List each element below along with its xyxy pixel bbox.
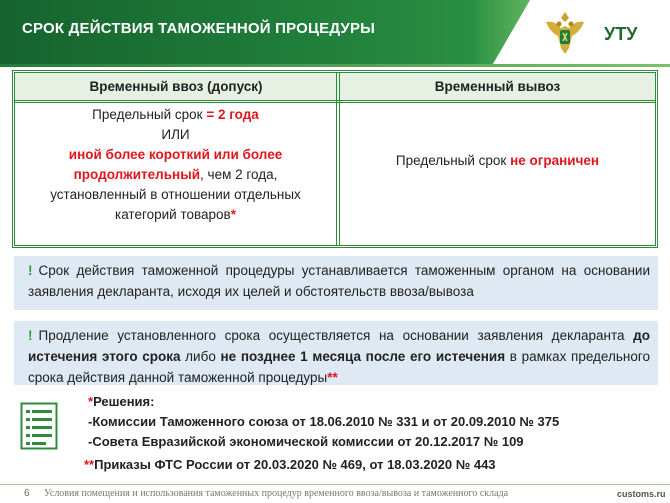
note-text-2c: либо <box>180 349 221 364</box>
footer-caption: Условия помещения и использования таможенных процедур временного ввоза/вывоза и таможенного склада <box>44 488 509 499</box>
title-band-stripe <box>470 0 530 64</box>
footnote-mark-2: ** <box>327 370 338 385</box>
temp-export-cell <box>340 153 655 168</box>
note-text-1: Срок действия таможенной процедуры устанавливается таможенным органом на основании заявления декларанта, исходя их целей и обстоятельств ввоза/вывоза <box>28 263 650 299</box>
decisions-line-2: -Совета Евразийской экономической комиссии от 20.12.2017 № 109 <box>88 434 524 449</box>
note-text-2d: не позднее 1 месяца после его истечения <box>220 349 506 364</box>
table-header-row <box>15 73 655 103</box>
note-text-2b: до истечения этого срока <box>28 328 650 364</box>
term-value: = 2 года <box>206 107 259 122</box>
note-text-2a: Продление установленного срока осуществляется на основании заявления декларанта <box>38 328 634 343</box>
export-term-value: не ограничен <box>510 153 600 168</box>
term-prefix: Предельный срок <box>92 107 207 122</box>
document-list-icon <box>20 402 58 450</box>
col-header-temp-import: Временный ввоз (допуск) <box>89 79 263 94</box>
orders-footnote <box>84 457 496 472</box>
decisions-mark: * <box>88 394 94 409</box>
page-number: 6 <box>24 488 30 499</box>
footnote-mark: * <box>230 207 236 222</box>
exclamation-icon: ! <box>28 328 33 343</box>
customs-eagle-emblem-icon <box>542 8 588 58</box>
cell-line-6 <box>15 205 336 225</box>
footer-site-link[interactable]: customs.ru <box>617 489 666 499</box>
cell-line-1 <box>15 105 336 125</box>
note-box-2 <box>14 321 658 385</box>
orders-text: Приказы ФТС России от 20.03.2020 № 469, от 18.03.2020 № 443 <box>94 457 496 472</box>
footer-divider <box>0 484 670 485</box>
decisions-title <box>88 392 559 412</box>
cell-line-2: ИЛИ <box>161 127 190 142</box>
orders-mark: ** <box>84 457 95 472</box>
header-divider <box>0 64 670 67</box>
note-text-2e: в рамках предельного срока действия данной таможенной процедуры <box>28 349 650 385</box>
decisions-line-1: -Комиссии Таможенного союза от 18.06.2010 № 331 и от 20.09.2010 № 375 <box>88 414 560 429</box>
term-alt-value: продолжительный <box>73 167 201 182</box>
decisions-footnote <box>88 392 559 452</box>
page-title: СРОК ДЕЙСТВИЯ ТАМОЖЕННОЙ ПРОЦЕДУРЫ <box>22 20 376 37</box>
slide-header <box>0 0 670 66</box>
note-box-1 <box>14 256 658 310</box>
col-header-temp-export: Временный вывоз <box>434 79 561 94</box>
export-term-prefix: Предельный срок <box>395 153 511 168</box>
brand-label: УТУ <box>604 24 638 44</box>
cell-line-4 <box>15 165 336 185</box>
term-alt-suffix: , чем 2 года, <box>200 167 278 182</box>
exclamation-icon: ! <box>28 263 33 278</box>
cell-line-3: иной более короткий или более <box>68 147 283 162</box>
cell-line-5: установленный в отношении отдельных <box>50 187 301 202</box>
procedure-comparison-table <box>12 70 658 248</box>
category-text: категорий товаров <box>115 207 231 222</box>
temp-import-cell <box>15 105 336 245</box>
decisions-title-label: Решения: <box>93 394 155 409</box>
